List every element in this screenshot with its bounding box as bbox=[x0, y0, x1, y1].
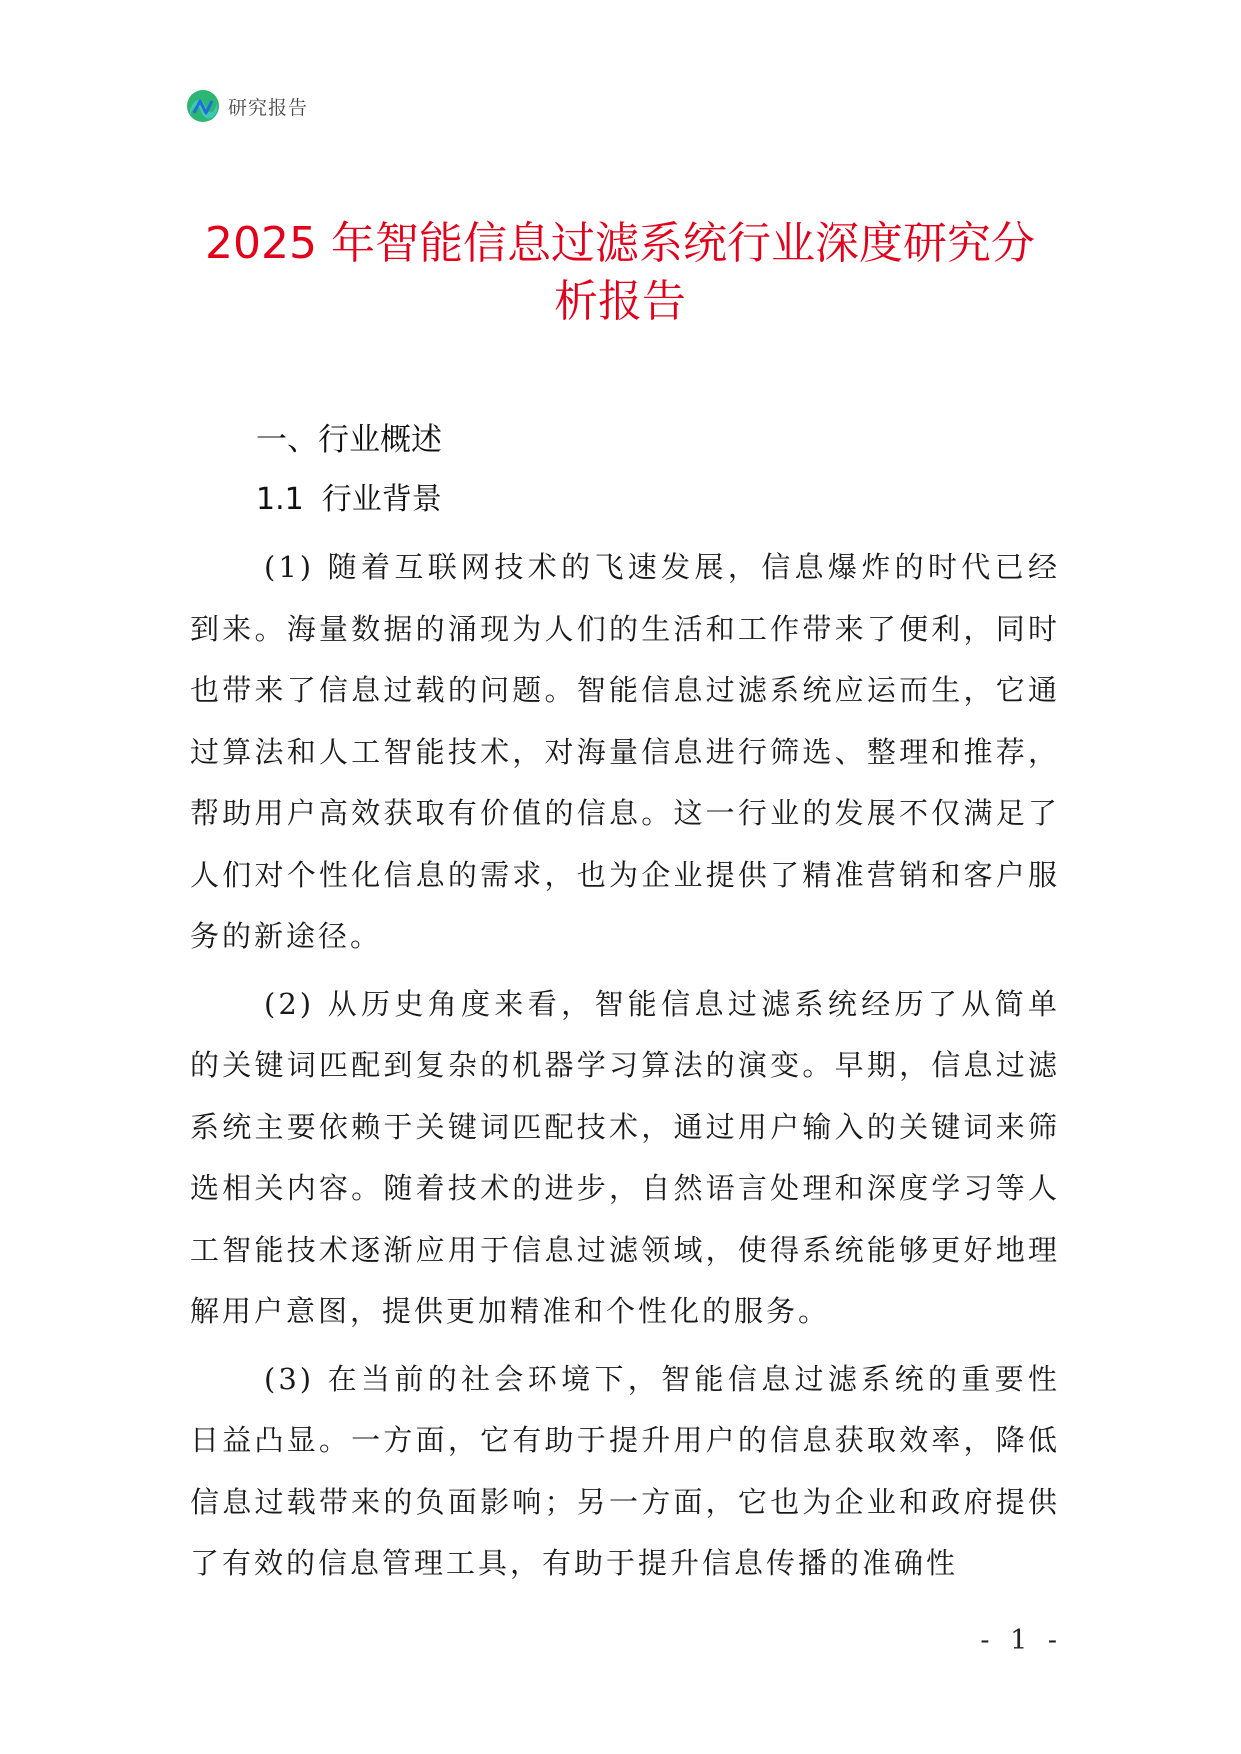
title-line-1: 2025 年智能信息过滤系统行业深度研究分 bbox=[205, 218, 1035, 269]
page-number: - 1 - bbox=[980, 1625, 1063, 1656]
header-label: 研究报告 bbox=[228, 96, 309, 119]
subsection-title: 行业背景 bbox=[321, 482, 442, 517]
brand-logo-icon bbox=[186, 89, 220, 123]
paragraph-1: (1) 随着互联网技术的飞速发展，信息爆炸的时代已经到来。海量数据的涌现为人们的生活和工作带来了便利，同时也带来了信息过载的问题。智能信息过滤系统应运而生，它通过算法和人工智能技术，对海量信息进行筛选、整理和推荐，帮助用户高效获取有价值的信息。这一行业的发展不仅满足了人们对个性化信息的需求，也为企业提供了精准营销和客户服务的新途径。 bbox=[190, 550, 1060, 953]
subsection-number: 1.1 bbox=[256, 482, 304, 517]
paragraph-2: (2) 从历史角度来看，智能信息过滤系统经历了从简单的关键词匹配到复杂的机器学习算法的演变。早期，信息过滤系统主要依赖于关键词匹配技术，通过用户输入的关键词来筛选相关内容。随着技术的进步，自然语言处理和深度学习等人工智能技术逐渐应用于信息过滤领域，使得系统能够更好地理解用户意图，提供更加精准和个性化的服务。 bbox=[190, 986, 1060, 1328]
document-header bbox=[186, 88, 308, 124]
body-text bbox=[190, 537, 1060, 1601]
document-title bbox=[150, 215, 1090, 331]
section-heading: 一、行业概述 bbox=[256, 422, 442, 458]
paragraph-3: (3) 在当前的社会环境下，智能信息过滤系统的重要性日益凸显。一方面，它有助于提升用户的信息获取效率，降低信息过载带来的负面影响；另一方面，它也为企业和政府提供了有效的信息管理工具，有助于提升信息传播的准确性 bbox=[190, 1361, 1060, 1580]
title-line-2: 析报告 bbox=[554, 276, 686, 327]
subsection-heading bbox=[256, 478, 442, 522]
